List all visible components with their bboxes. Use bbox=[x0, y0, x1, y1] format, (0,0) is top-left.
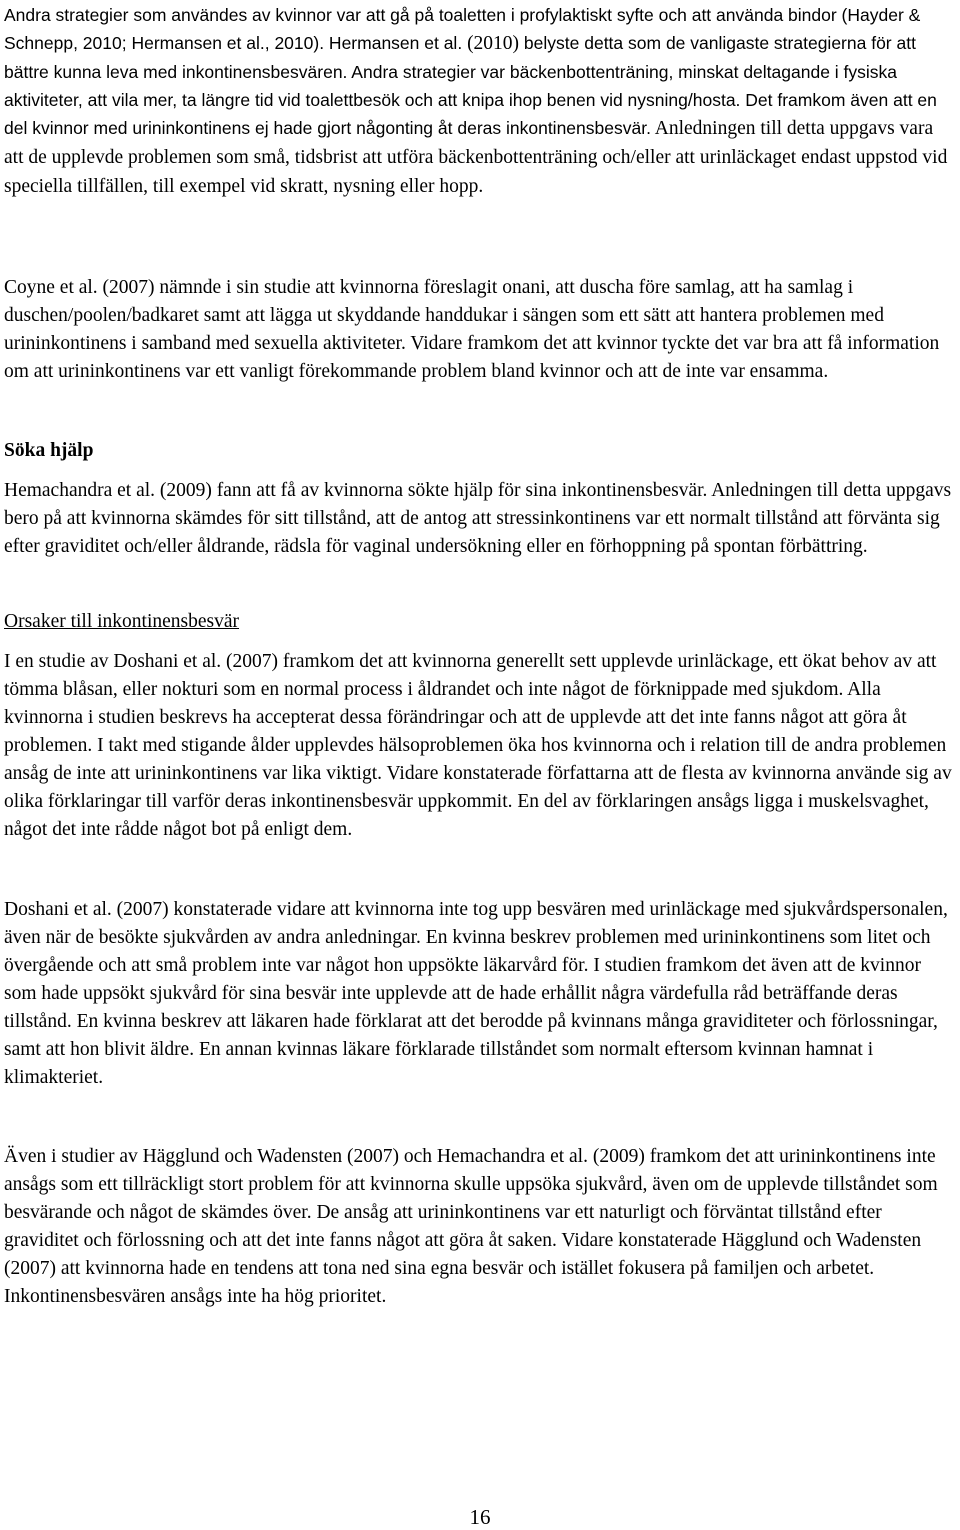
paragraph-strategies-year: (2010) bbox=[462, 33, 520, 54]
paragraph-strategies bbox=[4, 1, 956, 201]
paragraph-doshani-2: Doshani et al. (2007) konstaterade vidare att kvinnorna inte tog upp besvären med urinläckage med sjukvårdspersonalen, även när de besökte sjukvården av andra anledningar. En kvinna beskrev problemen med urininkontinens som litet och övergående och att små problem inte var något hon uppsökte läkarvård för. I studien framkom det även att de kvinnor som hade uppsökt sjukvård för sina besvär inte upplevde att de hade erhållit några värdefulla råd beträffande deras tillstånd. En kvinna beskrev att läkaren hade förklarat att det berodde på kvinnans många graviditeter och förlossningar, samt att hon blivit äldre. En annan kvinnas läkare förklarade tillståndet som normalt eftersom kvinnan hamnat i klimakteriet. bbox=[4, 899, 948, 1088]
paragraph-strategies-part2: belyste detta som de vanligaste strategierna för att bättre kunna leva med inkontinensbesvären. Andra strategier var bäckenbottenträning, minskat deltagande i fysiska aktiviteter, att vila mer, ta längre tid vid toalettbesök och att knipa ihop benen vid nysning/hosta. Det framkom även att en del kvinnor med urininkontinens ej hade gjort någonting åt deras inkontinensbesvär. bbox=[4, 33, 937, 138]
page-number: 16 bbox=[469, 1505, 491, 1529]
paragraph-strategies-part1: Andra strategier som användes av kvinnor var att gå på toaletten i profylaktiskt syfte och att använda bindor (Hayder & Schnepp, 2010; Hermansen et al., 2010). Hermansen et al. bbox=[4, 5, 921, 53]
subheading-orsaker: Orsaker till inkontinensbesvär bbox=[4, 611, 240, 632]
paragraph-coyne: Coyne et al. (2007) nämnde i sin studie att kvinnorna föreslagit onani, att duscha före samlag, att ha samlag i duschen/poolen/badkaret samt att lägga ut skyddande handdukar i sängen som ett sätt att hantera problemen med urininkontinens i samband med sexuella aktiviteter. Vidare framkom det att kvinnor tyckte det var bra att få information om att urininkontinens var ett vanligt förekommande problem bland kvinnor och att de inte var ensamma. bbox=[4, 277, 940, 382]
section-heading-soka-hjalp: Söka hjälp bbox=[4, 440, 94, 461]
paragraph-doshani-1: I en studie av Doshani et al. (2007) framkom det att kvinnorna generellt sett upplevde urinläckage, ett ökat behov av att tömma blåsan, eller nokturi som en normal process i åldrandet och inte något de förknippade med sjukdom. Alla kvinnorna i studien beskrevs ha accepterat dessa förändringar och att de upplevde att det inte fanns något att göra åt problemen. I takt med stigande ålder upplevdes hälsoproblemen öka hos kvinnorna och i relation till de andra problemen ansåg de inte att urininkontinens var lika viktigt. Vidare konstaterade författarna att de flesta av kvinnorna använde sig av olika förklaringar till varför deras inkontinensbesvär uppkommit. En del av förklaringen ansågs ligga i muskelsvaghet, något det inte rådde något bot på enligt dem. bbox=[4, 651, 952, 840]
paragraph-hagglund: Även i studier av Hägglund och Wadensten (2007) och Hemachandra et al. (2009) framkom det att urininkontinens inte ansågs som ett tillräckligt stort problem för att kvinnorna skulle uppsöka sjukvård, även om de upplevde tillståndet som besvärande och något de skämdes över. De ansåg att urininkontinens var ett naturligt och förväntat tillstånd efter graviditet och förlossning och att det inte fanns något att göra åt saken. Vidare konstaterade Hägglund och Wadensten (2007) att kvinnorna hade en tendens att tona ned sina egna besvär och istället fokusera på familjen och arbetet. Inkontinensbesvären ansågs inte ha hög prioritet. bbox=[4, 1146, 938, 1307]
paragraph-hemachandra: Hemachandra et al. (2009) fann att få av kvinnorna sökte hjälp för sina inkontinensbesvär. Anledningen till detta uppgavs bero på att kvinnorna skämdes för sitt tillstånd, att de antog att stressinkontinens var ett normalt tillstånd att förvänta sig efter graviditet och/eller åldrande, rädsla för vaginal undersökning eller en förhoppning på spontan förbättring. bbox=[4, 480, 952, 557]
paragraph-strategies-part3: Anledningen till detta uppgavs vara att de upplevde problemen som små, tidsbrist att utföra bäckenbottenträning och/eller att urinläckaget endast uppstod vid speciella tillfällen, till exempel vid skratt, nysning eller hopp. bbox=[4, 118, 948, 197]
